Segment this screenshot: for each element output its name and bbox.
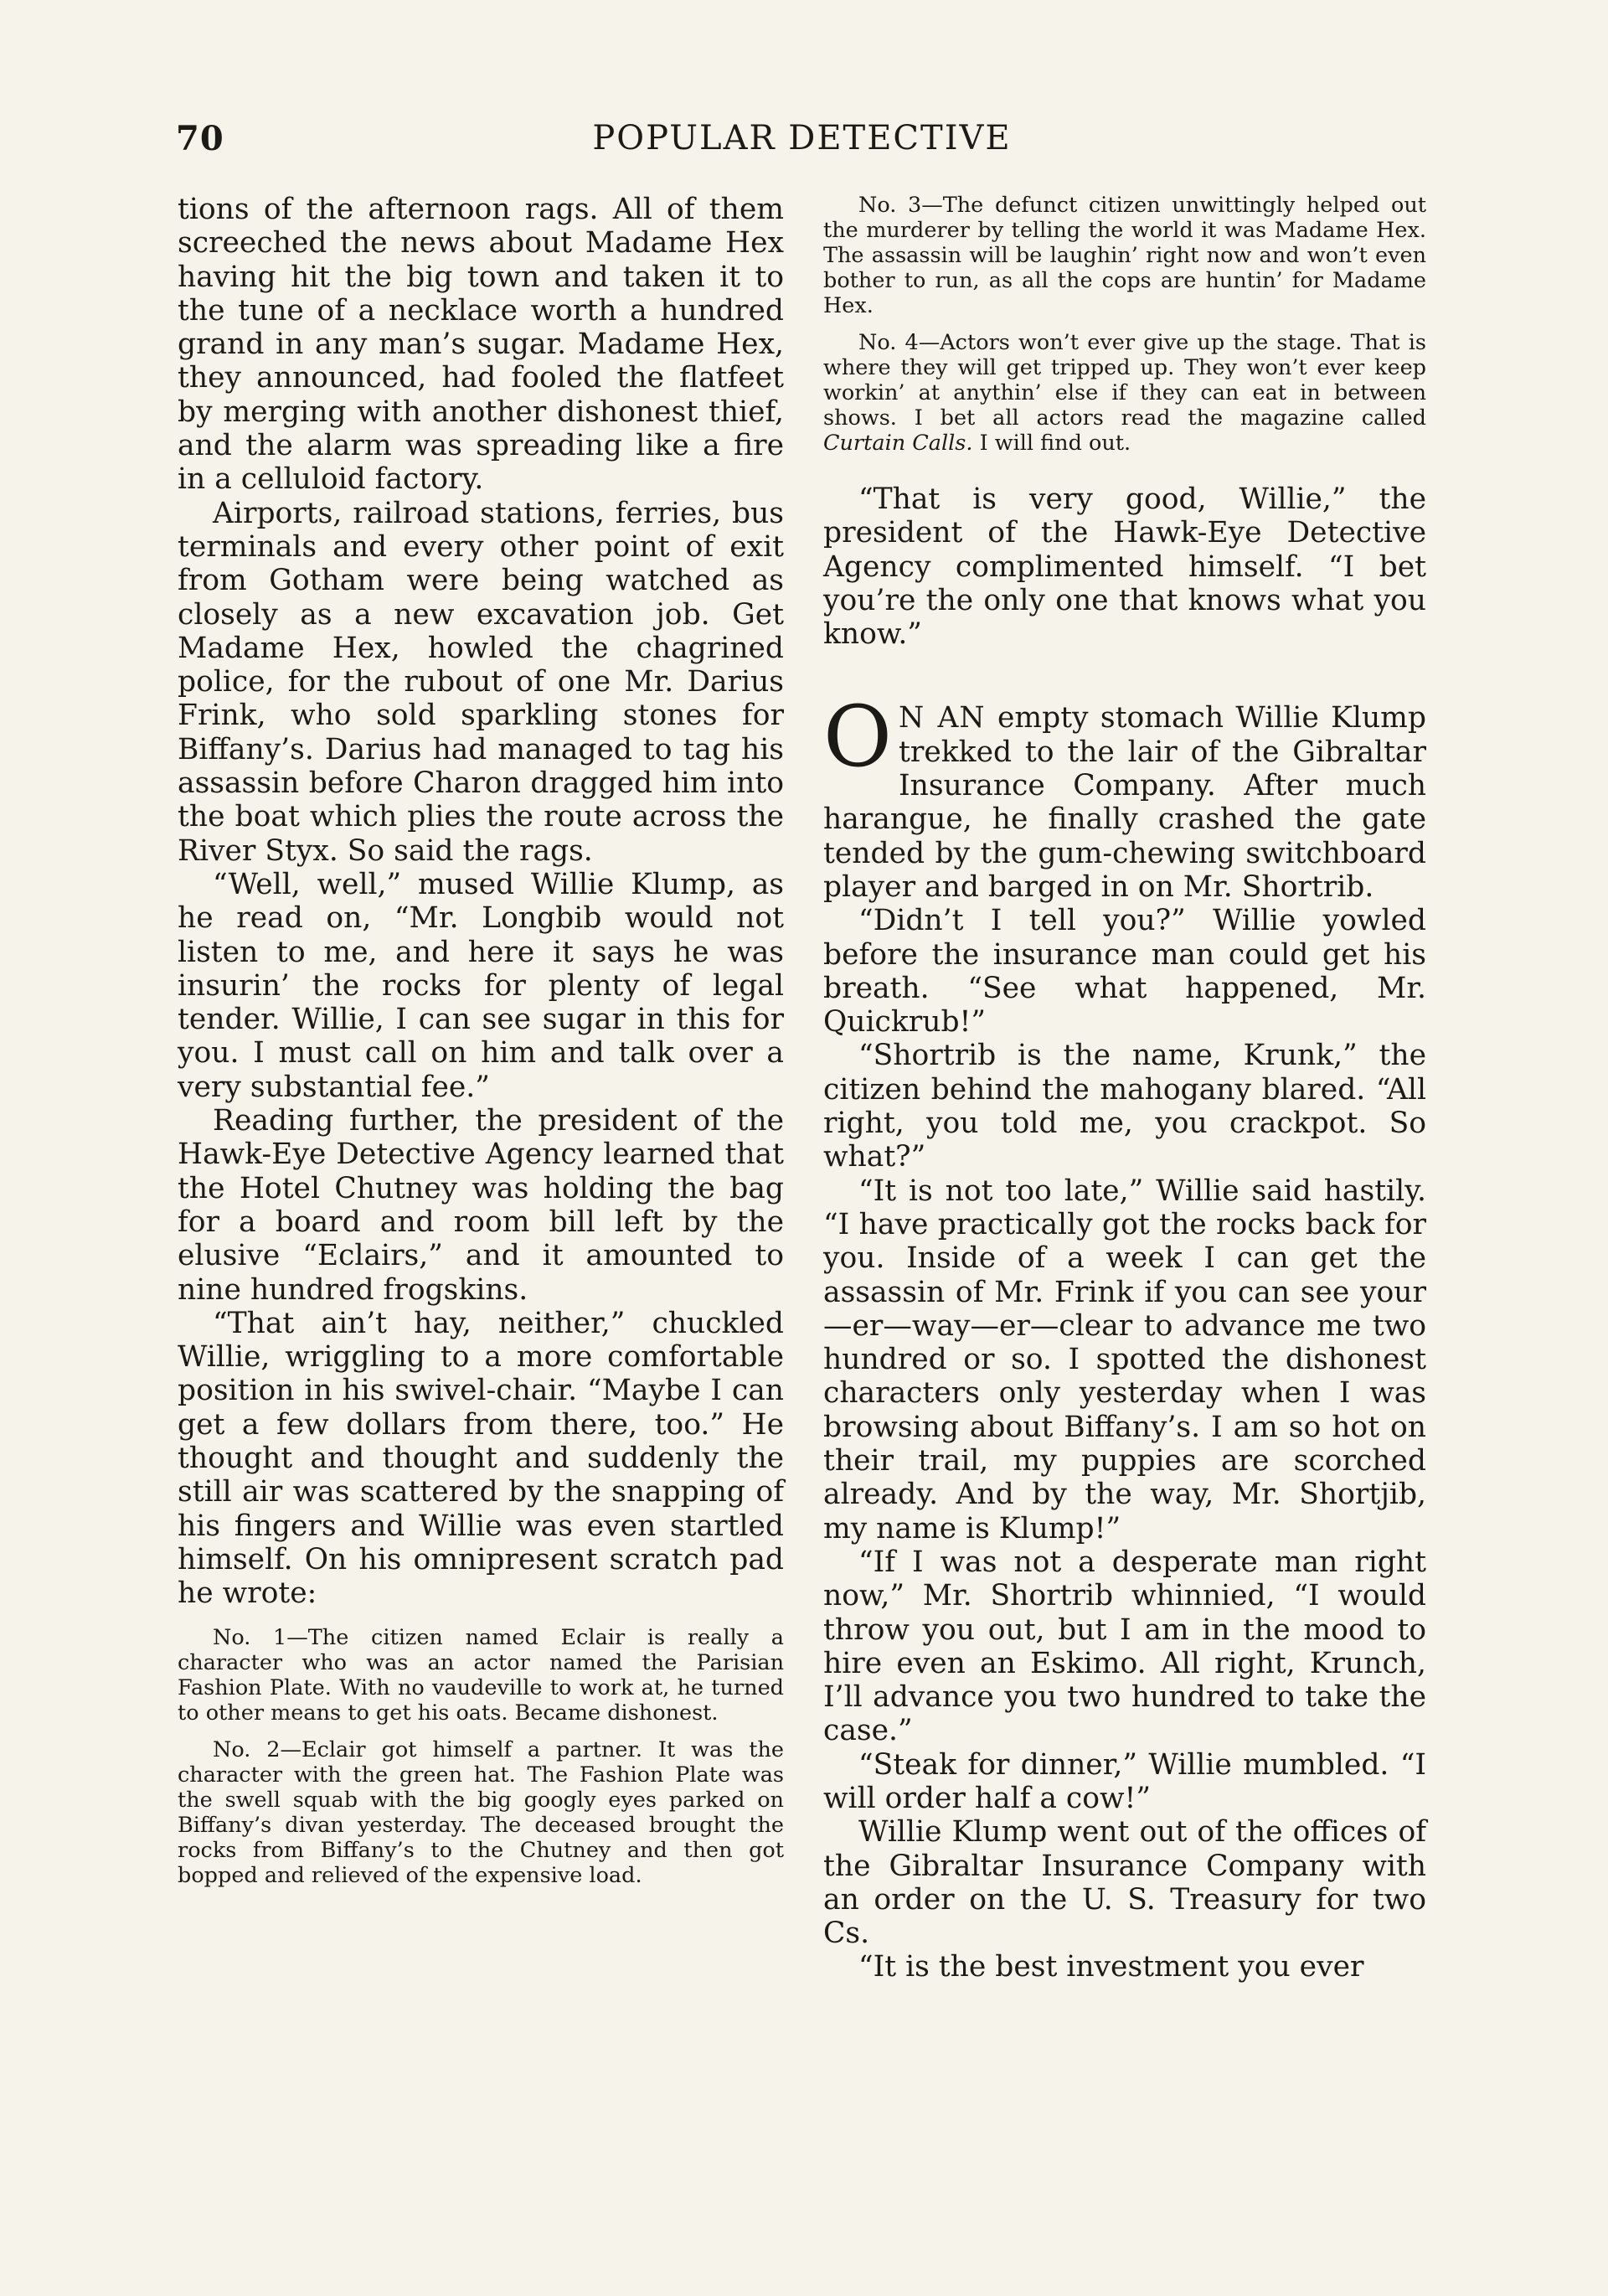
paragraph: “If I was not a desperate man right now,” Mr. Shortrib whinnied, “I would throw you out, but I am in the mood to hire even an Eskimo. All right, Krunch, I’ll advance you two hundred to take the case.” [823,1545,1426,1748]
scratch-pad-note [823,330,1426,456]
scratch-pad-note: No. 1—The citizen named Eclair is really a character who was an actor named the Parisian Fashion Plate. With no vaudeville to work at, he turned to other means to get his oats. Became dishonest. [178,1625,784,1726]
spacer [823,467,1426,482]
running-title: POPULAR DETECTIVE [592,119,1012,157]
dropcap-paragraph [823,688,1426,904]
magazine-title: Curtain Calls. [823,431,973,456]
lead-in: N AN [898,701,986,735]
paragraph: “It is the best investment you ever [858,1950,1364,1984]
drop-cap: O [823,688,892,787]
spacer [178,1610,784,1625]
scratch-pad-note: No. 2—Eclair got himself a partner. It was the character with the green hat. The Fashion Plate was the swell squab with the big googly eyes parked on Biffany’s divan yesterday. The deceased brought the rocks from Biffany’s to the Chutney and then got bopped and relieved of the expensive load. [178,1737,784,1889]
paragraph: Airports, railroad stations, ferries, bus terminals and every other point of exit from Gotham were being watched as closely as a new excavation job. Get Madame Hex, howled the chagrined police, for the rubout of one Mr. Darius Frink, who sold sparkling stones for Biffany’s. Darius had managed to tag his assassin before Charon dragged him into the boat which plies the route across the River Styx. So said the rags. [178,496,784,868]
paragraph: “It is not too late,” Willie said hastily. “I have practically got the rocks back for you. Inside of a week I can get the assassin of Mr. Frink if you can see your—er—way—er—clear to advance me two hundred or so. I spotted the dishonest characters only yesterday when I was browsing about Biffany’s. I am so hot on their trail, my puppies are scorched already. And by the way, Mr. Shortjib, my name is Klump!” [823,1174,1426,1545]
note-text-end: I will find out. [972,431,1131,456]
paragraph: “Steak for dinner,” Willie mumbled. “I will order half a cow!” [823,1747,1426,1815]
left-column [178,193,784,1900]
scratch-pad-note: No. 3—The defunct citizen unwittingly helped out the murderer by telling the world it was Madame Hex. The assassin will be laughin’ right now and won’t even bother to run, as all the cops are huntin’ for Madame Hex. [823,193,1426,318]
note-text: No. 4—Actors won’t ever give up the stage. That is where they will get tripped up. They won’t ever keep workin’ at anythin’ else if they can eat in between shows. I bet all actors read the magazine called [823,330,1426,431]
right-column [823,193,1426,1984]
paragraph-text: empty stomach Willie Klump trekked to the lair of the Gibraltar Insurance Company. After much harangue, he finally crashed the gate tended by the gum-chewing switchboard player and barged in on Mr. Shortrib. [823,701,1426,904]
paragraph: Reading further, the president of the Hawk-Eye Detective Agency learned that the Hotel Chutney was holding the bag for a board and room bill left by the elusive “Eclairs,” and it amounted to nine hundred frogskins. [178,1104,784,1307]
paragraph: “That is very good, Willie,” the president of the Hawk-Eye Detective Agency complimented himself. “I bet you’re the only one that knows what you know.” [823,482,1426,652]
paragraph: Willie Klump went out of the offices of the Gibraltar Insurance Company with an order on the U. S. Treasury for two Cs. [823,1815,1426,1951]
paragraph: tions of the afternoon rags. All of them screeched the news about Madame Hex having hit the big town and taken it to the tune of a necklace worth a hundred grand in any man’s sugar. Madame Hex, they announced, had fooled the flatfeet by merging with another dishonest thief, and the alarm was spreading like a fire in a celluloid factory. [178,193,784,497]
paragraph: “Well, well,” mused Willie Klump, as he read on, “Mr. Longbib would not listen to me, and here it says he was insurin’ the rocks for plenty of legal tender. Willie, I can see sugar in this for you. I must call on him and talk over a very substantial fee.” [178,867,784,1104]
section-break [823,651,1426,701]
paragraph: “Didn’t I tell you?” Willie yowled before the insurance man could get his breath. “See what happened, Mr. Quickrub!” [823,904,1426,1040]
paragraph: “That ain’t hay, neither,” chuckled Willie, wriggling to a more comfortable position in his swivel-chair. “Maybe I can get a few dollars from there, too.” He thought and thought and suddenly the still air was scattered by the snapping of his fingers and Willie was even startled himself. On his omnipresent scratch pad he wrote: [178,1306,784,1611]
paragraph: “Shortrib is the name, Krunk,” the citizen behind the mahogany blared. “All right, you told me, you crackpot. So what?” [823,1039,1426,1174]
page-header [176,119,1428,166]
page-number: 70 [176,119,224,158]
